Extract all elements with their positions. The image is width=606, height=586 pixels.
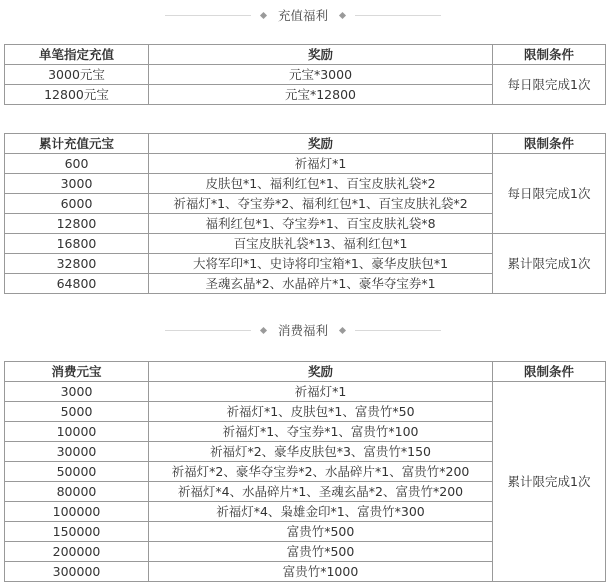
single-recharge-table bbox=[4, 44, 606, 105]
column-header: 限制条件 bbox=[493, 45, 606, 65]
amount-cell: 300000 bbox=[5, 562, 149, 582]
column-header: 累计充值元宝 bbox=[5, 134, 149, 154]
diamond-icon bbox=[339, 11, 346, 18]
amount-cell: 16800 bbox=[5, 234, 149, 254]
table-row bbox=[5, 234, 606, 254]
condition-cell: 每日限完成1次 bbox=[493, 65, 606, 105]
amount-cell: 30000 bbox=[5, 442, 149, 462]
section-title-recharge bbox=[0, 5, 606, 25]
reward-cell: 祈福灯*1、皮肤包*1、富贵竹*50 bbox=[149, 402, 493, 422]
amount-cell: 100000 bbox=[5, 502, 149, 522]
section-title-text: 消费福利 bbox=[277, 323, 328, 338]
amount-cell: 64800 bbox=[5, 274, 149, 294]
column-header: 限制条件 bbox=[493, 362, 606, 382]
amount-cell: 200000 bbox=[5, 542, 149, 562]
amount-cell: 150000 bbox=[5, 522, 149, 542]
column-header: 奖励 bbox=[149, 134, 493, 154]
table-row bbox=[5, 65, 606, 85]
amount-cell: 12800 bbox=[5, 214, 149, 234]
reward-cell: 祈福灯*1 bbox=[149, 154, 493, 174]
reward-cell: 皮肤包*1、福利红包*1、百宝皮肤礼袋*2 bbox=[149, 174, 493, 194]
divider-right bbox=[355, 330, 441, 331]
table-header-row bbox=[5, 45, 606, 65]
reward-cell: 祈福灯*2、豪华夺宝券*2、水晶碎片*1、富贵竹*200 bbox=[149, 462, 493, 482]
reward-cell: 百宝皮肤礼袋*13、福利红包*1 bbox=[149, 234, 493, 254]
reward-cell: 元宝*12800 bbox=[149, 85, 493, 105]
column-header: 消费元宝 bbox=[5, 362, 149, 382]
reward-cell: 祈福灯*4、水晶碎片*1、圣魂玄晶*2、富贵竹*200 bbox=[149, 482, 493, 502]
reward-cell: 富贵竹*500 bbox=[149, 522, 493, 542]
cumulative-recharge-table bbox=[4, 133, 606, 294]
column-header: 奖励 bbox=[149, 362, 493, 382]
amount-cell: 600 bbox=[5, 154, 149, 174]
reward-cell: 圣魂玄晶*2、水晶碎片*1、豪华夺宝券*1 bbox=[149, 274, 493, 294]
column-header: 奖励 bbox=[149, 45, 493, 65]
diamond-icon bbox=[260, 11, 267, 18]
reward-cell: 祈福灯*1、夺宝券*1、富贵竹*100 bbox=[149, 422, 493, 442]
divider-left bbox=[165, 330, 251, 331]
reward-cell: 大将军印*1、史诗将印宝箱*1、豪华皮肤包*1 bbox=[149, 254, 493, 274]
reward-cell: 福利红包*1、夺宝券*1、百宝皮肤礼袋*8 bbox=[149, 214, 493, 234]
diamond-icon bbox=[260, 326, 267, 333]
divider-right bbox=[355, 15, 441, 16]
section-title-consumption bbox=[0, 320, 606, 340]
amount-cell: 3000 bbox=[5, 382, 149, 402]
reward-cell: 祈福灯*1 bbox=[149, 382, 493, 402]
table-header-row bbox=[5, 134, 606, 154]
amount-cell: 80000 bbox=[5, 482, 149, 502]
amount-cell: 6000 bbox=[5, 194, 149, 214]
amount-cell: 3000 bbox=[5, 174, 149, 194]
condition-cell: 累计限完成1次 bbox=[493, 234, 606, 294]
amount-cell: 10000 bbox=[5, 422, 149, 442]
reward-cell: 富贵竹*1000 bbox=[149, 562, 493, 582]
reward-cell: 元宝*3000 bbox=[149, 65, 493, 85]
column-header: 单笔指定充值 bbox=[5, 45, 149, 65]
table-row bbox=[5, 382, 606, 402]
amount-cell: 12800元宝 bbox=[5, 85, 149, 105]
consumption-table bbox=[4, 361, 606, 582]
reward-cell: 祈福灯*2、豪华皮肤包*3、富贵竹*150 bbox=[149, 442, 493, 462]
amount-cell: 32800 bbox=[5, 254, 149, 274]
amount-cell: 3000元宝 bbox=[5, 65, 149, 85]
reward-cell: 祈福灯*1、夺宝券*2、福利红包*1、百宝皮肤礼袋*2 bbox=[149, 194, 493, 214]
condition-cell: 累计限完成1次 bbox=[493, 382, 606, 582]
table-row bbox=[5, 154, 606, 174]
diamond-icon bbox=[339, 326, 346, 333]
condition-cell: 每日限完成1次 bbox=[493, 154, 606, 234]
divider-left bbox=[165, 15, 251, 16]
amount-cell: 50000 bbox=[5, 462, 149, 482]
amount-cell: 5000 bbox=[5, 402, 149, 422]
column-header: 限制条件 bbox=[493, 134, 606, 154]
section-title-text: 充值福利 bbox=[277, 8, 328, 23]
table-header-row bbox=[5, 362, 606, 382]
reward-cell: 富贵竹*500 bbox=[149, 542, 493, 562]
reward-cell: 祈福灯*4、枭雄金印*1、富贵竹*300 bbox=[149, 502, 493, 522]
